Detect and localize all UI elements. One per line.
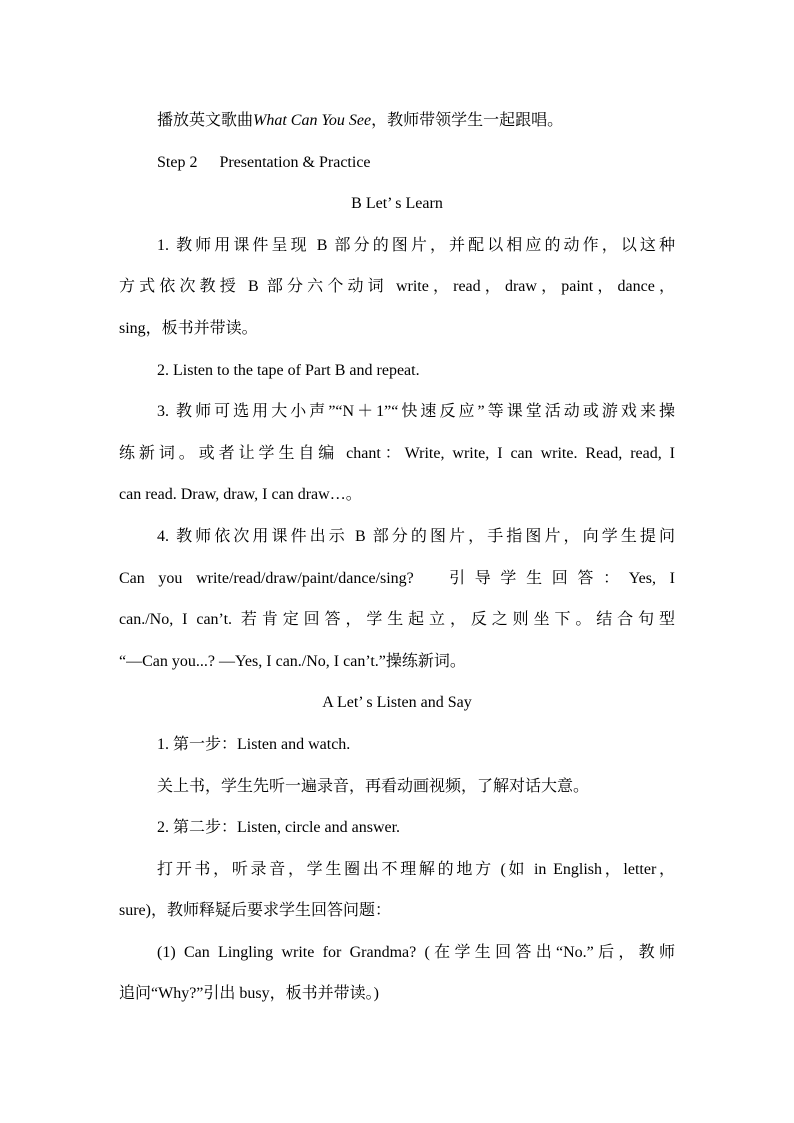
- a2-line-2: sure)，教师释疑后要求学生回答问题：: [119, 902, 391, 920]
- song-text-pre: 播放英文歌曲: [157, 112, 254, 129]
- b4-line-3: can./No, I can’t. 若肯定回答，学生起立，反之则坐下。结合句型: [119, 611, 675, 629]
- question-1-line-1: (1) Can Lingling write for Grandma? (在学生回答出“No.”后，教师: [157, 943, 675, 961]
- song-title: What Can You See: [253, 112, 372, 129]
- song-text-post: ，教师带领学生一起跟唱。: [371, 112, 564, 129]
- b4-line-4: “—Can you...? —Yes, I can./No, I can’t.”操练新词。: [119, 652, 466, 670]
- step-heading: [119, 142, 675, 184]
- document-page: [119, 100, 675, 1015]
- b1-line-2: 方式依次教授 B 部分六个动词 write，read，draw，paint，dance，: [119, 278, 675, 296]
- b3-line-3: can read. Draw, draw, I can draw…。: [119, 486, 362, 504]
- a1-paragraph: 1. 第一步：Listen and watch.: [157, 735, 351, 753]
- a1-description: 关上书，学生先听一遍录音，再看动画视频，了解对话大意。: [157, 777, 590, 795]
- a2-line-1: 打开书，听录音，学生圈出不理解的地方 (如 in English，letter，: [157, 860, 675, 878]
- b4-line-2: Can you write/read/draw/paint/dance/sing? 引导学生回答：Yes, I: [119, 569, 675, 587]
- section-heading-b: B Let’ s Learn: [351, 195, 443, 213]
- b2-paragraph: 2. Listen to the tape of Part B and repeat.: [157, 361, 420, 379]
- b4-line-1: 4. 教师依次用课件出示 B 部分的图片，手指图片，向学生提问: [157, 527, 675, 545]
- question-1-line-2: 追问“Why?”引出 busy，板书并带读。): [119, 985, 379, 1003]
- song-paragraph: [119, 100, 675, 142]
- step-title: Presentation & Practice: [219, 153, 371, 171]
- b3-line-2: 练新词。或者让学生自编 chant：Write, write, I can write. Read, read, I: [119, 444, 675, 462]
- b1-line-3: sing，板书并带读。: [119, 319, 258, 337]
- a2-paragraph: 2. 第二步：Listen, circle and answer.: [157, 819, 401, 837]
- step-label: Step 2: [157, 153, 198, 171]
- b1-line-1: 1. 教师用课件呈现 B 部分的图片，并配以相应的动作，以这种: [157, 236, 675, 254]
- section-heading-a: A Let’ s Listen and Say: [322, 694, 472, 712]
- b3-line-1: 3. 教师可选用大小声”“N＋1”“快速反应”等课堂活动或游戏来操: [157, 403, 675, 421]
